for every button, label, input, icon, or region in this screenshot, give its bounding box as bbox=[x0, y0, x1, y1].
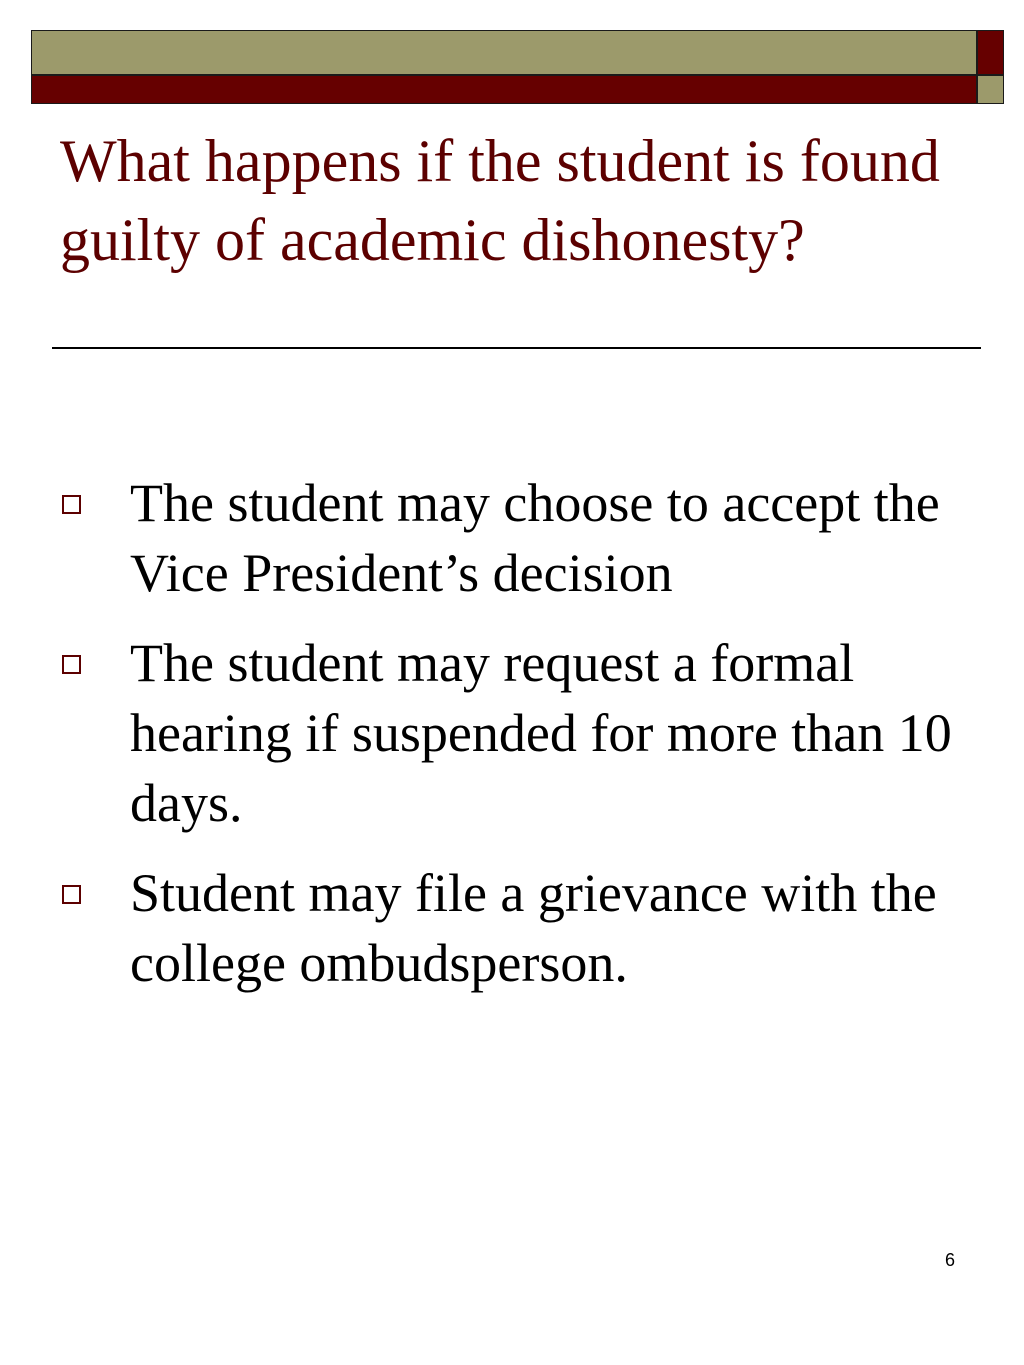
square-bullet-icon bbox=[62, 885, 81, 904]
header-red-square bbox=[977, 30, 1004, 75]
square-bullet-icon bbox=[62, 655, 81, 674]
list-item bbox=[62, 628, 962, 838]
header-olive-bar bbox=[31, 30, 977, 75]
list-item bbox=[62, 858, 962, 998]
header-olive-square bbox=[977, 75, 1004, 104]
page-number: 6 bbox=[944, 1250, 955, 1270]
bullet-text: The student may request a formal hearing if suspended for more than 10 days. bbox=[130, 633, 952, 833]
bullet-text: The student may choose to accept the Vice President’s decision bbox=[130, 473, 940, 603]
list-item bbox=[62, 468, 962, 608]
square-bullet-icon bbox=[62, 495, 81, 514]
title-underline bbox=[52, 347, 981, 349]
slide-title: What happens if the student is found guilty of academic dishonesty? bbox=[60, 128, 940, 273]
bullet-text: Student may file a grievance with the college ombudsperson. bbox=[130, 863, 937, 993]
bullet-list bbox=[62, 468, 962, 1018]
header-red-bar bbox=[31, 75, 977, 104]
